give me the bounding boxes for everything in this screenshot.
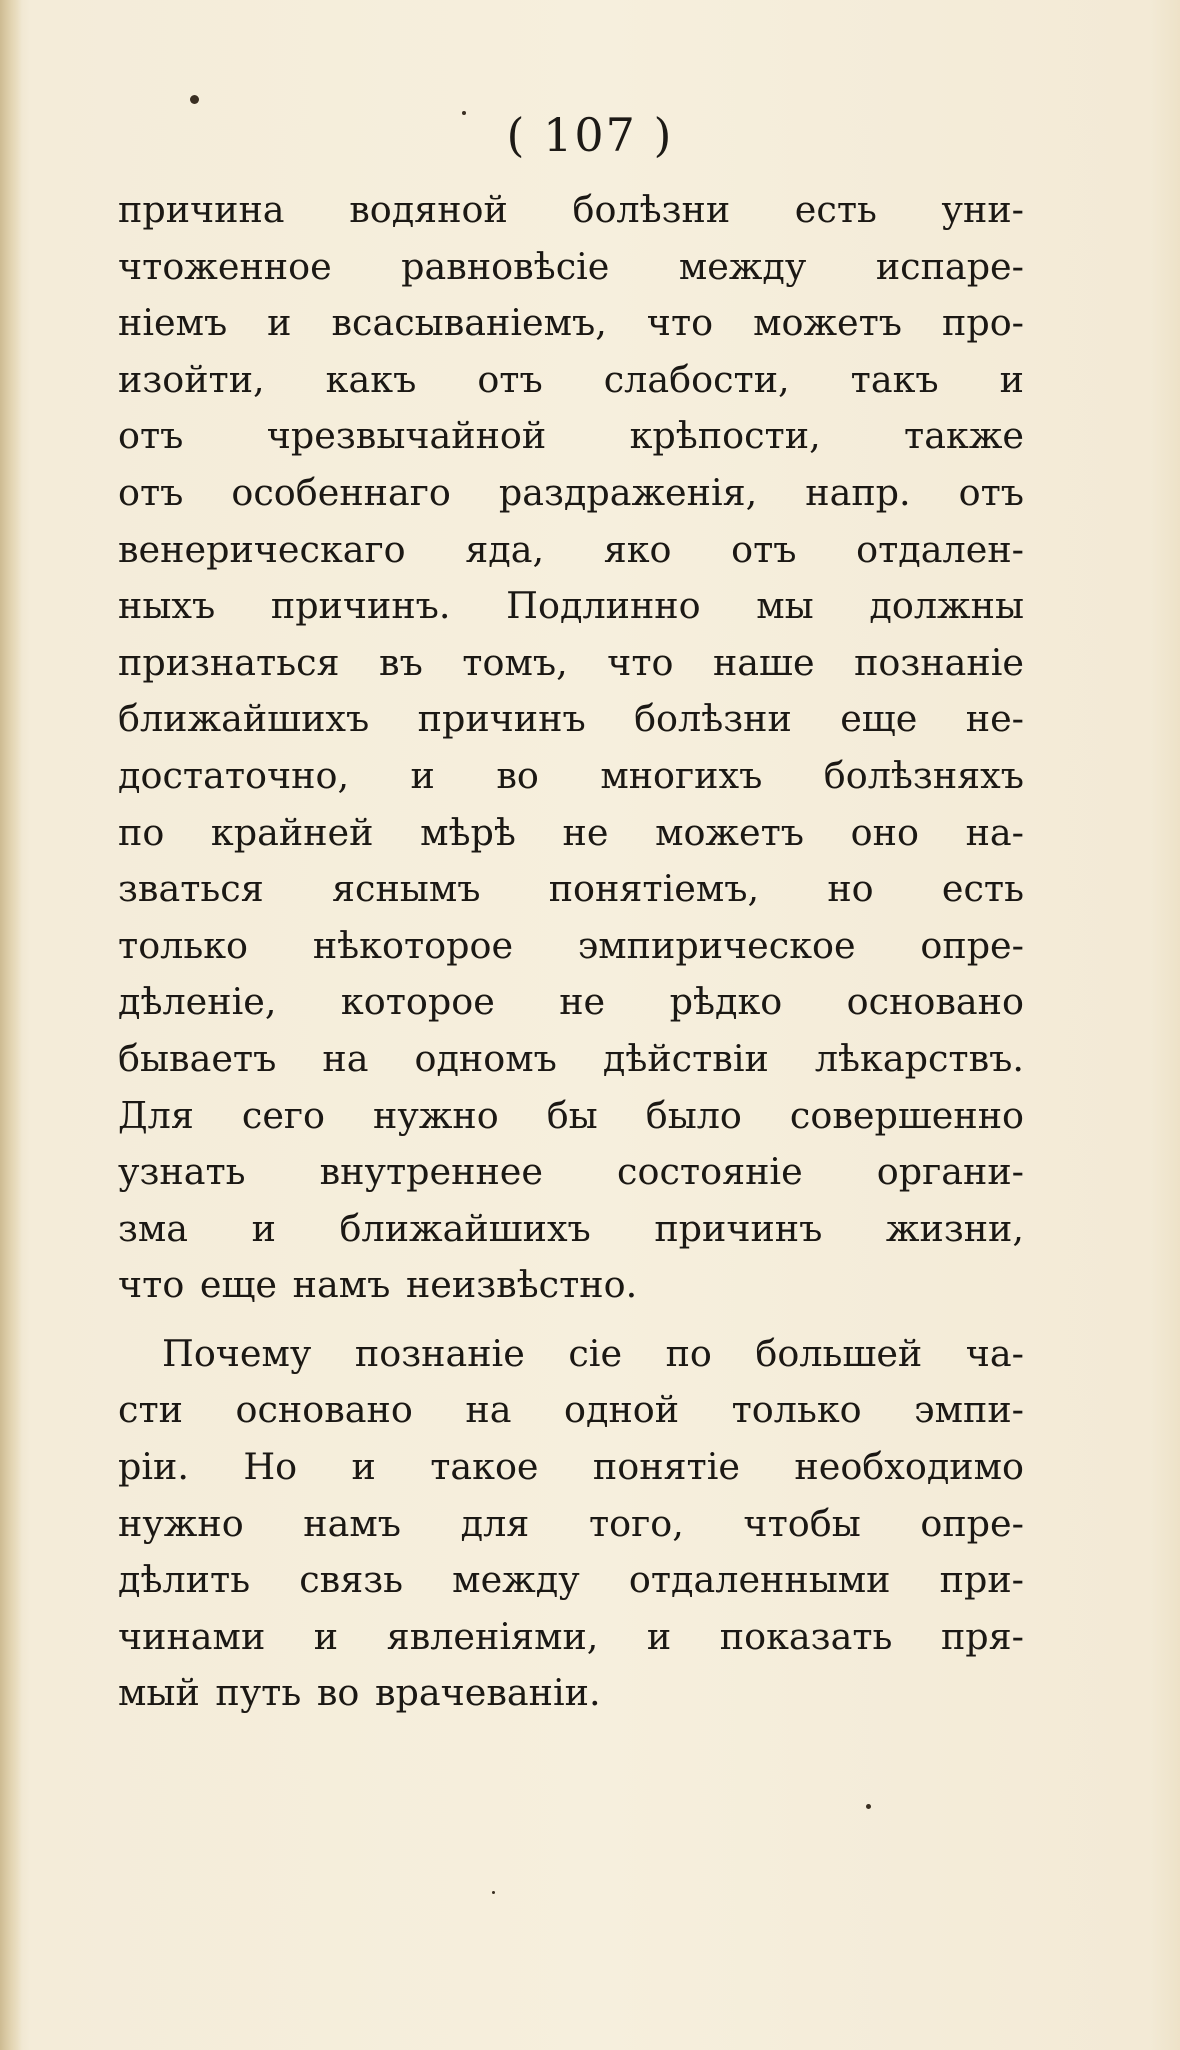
text-line: по крайней мѣрѣ не можетъ оно на-	[118, 810, 1024, 854]
text-line: ніемъ и всасываніемъ, что можетъ про-	[118, 301, 1024, 345]
text-line: Для сего нужно бы было совершенно	[118, 1093, 1024, 1137]
text-line: достаточно, и во многихъ болѣзняхъ	[118, 753, 1024, 797]
paragraph-2	[118, 1326, 1024, 1722]
ink-speck	[866, 1804, 871, 1809]
text-line: только нѣкоторое эмпирическое опре-	[118, 923, 1024, 967]
text-line: сти основано на одной только эмпи-	[118, 1388, 1024, 1432]
page-number: ( 107 )	[506, 108, 674, 162]
text-line: зваться яснымъ понятіемъ, но есть	[118, 867, 1024, 911]
body-text	[118, 182, 1024, 1722]
text-line: что еще намъ неизвѣстно.	[118, 1263, 638, 1307]
text-line: нужно намъ для того, чтобы опре-	[118, 1501, 1024, 1545]
text-line: бываетъ на одномъ дѣйствіи лѣкарствъ.	[118, 1036, 1024, 1080]
text-line: причина водяной болѣзни есть уни-	[118, 188, 1024, 231]
text-line: дѣлить связь между отдаленными при-	[118, 1558, 1024, 1602]
text-line: узнать внутреннее состояніе органи-	[118, 1150, 1024, 1194]
text-line: отъ чрезвычайной крѣпости, также	[118, 414, 1024, 458]
text-line: отъ особеннаго раздраженія, напр. отъ	[118, 470, 1024, 514]
text-line: чтоженное равновѣсіе между испаре-	[118, 244, 1024, 288]
text-line: зма и ближайшихъ причинъ жизни,	[118, 1206, 1024, 1250]
ink-speck	[190, 95, 199, 104]
text-line: дѣленіе, которое не рѣдко основано	[118, 980, 1024, 1024]
text-line: венерическаго яда, яко отъ отдален-	[118, 527, 1024, 571]
paragraph-gap	[118, 1314, 1024, 1326]
text-line: чинами и явленіями, и показать пря-	[118, 1614, 1024, 1658]
text-line: признаться въ томъ, что наше познаніе	[118, 640, 1024, 684]
paragraph-1	[118, 182, 1024, 1314]
text-line: ныхъ причинъ. Подлинно мы должны	[118, 584, 1024, 628]
text-line: ріи. Но и такое понятіе необходимо	[118, 1445, 1024, 1489]
text-line: Почему познаніе сіе по большей ча-	[162, 1331, 1024, 1375]
text-line: ближайшихъ причинъ болѣзни еще не-	[118, 697, 1024, 741]
ink-speck	[492, 1891, 495, 1894]
text-line: мый путь во врачеваніи.	[118, 1671, 601, 1715]
page-binding-edge	[0, 0, 22, 2050]
text-line: изойти, какъ отъ слабости, такъ и	[118, 357, 1024, 401]
